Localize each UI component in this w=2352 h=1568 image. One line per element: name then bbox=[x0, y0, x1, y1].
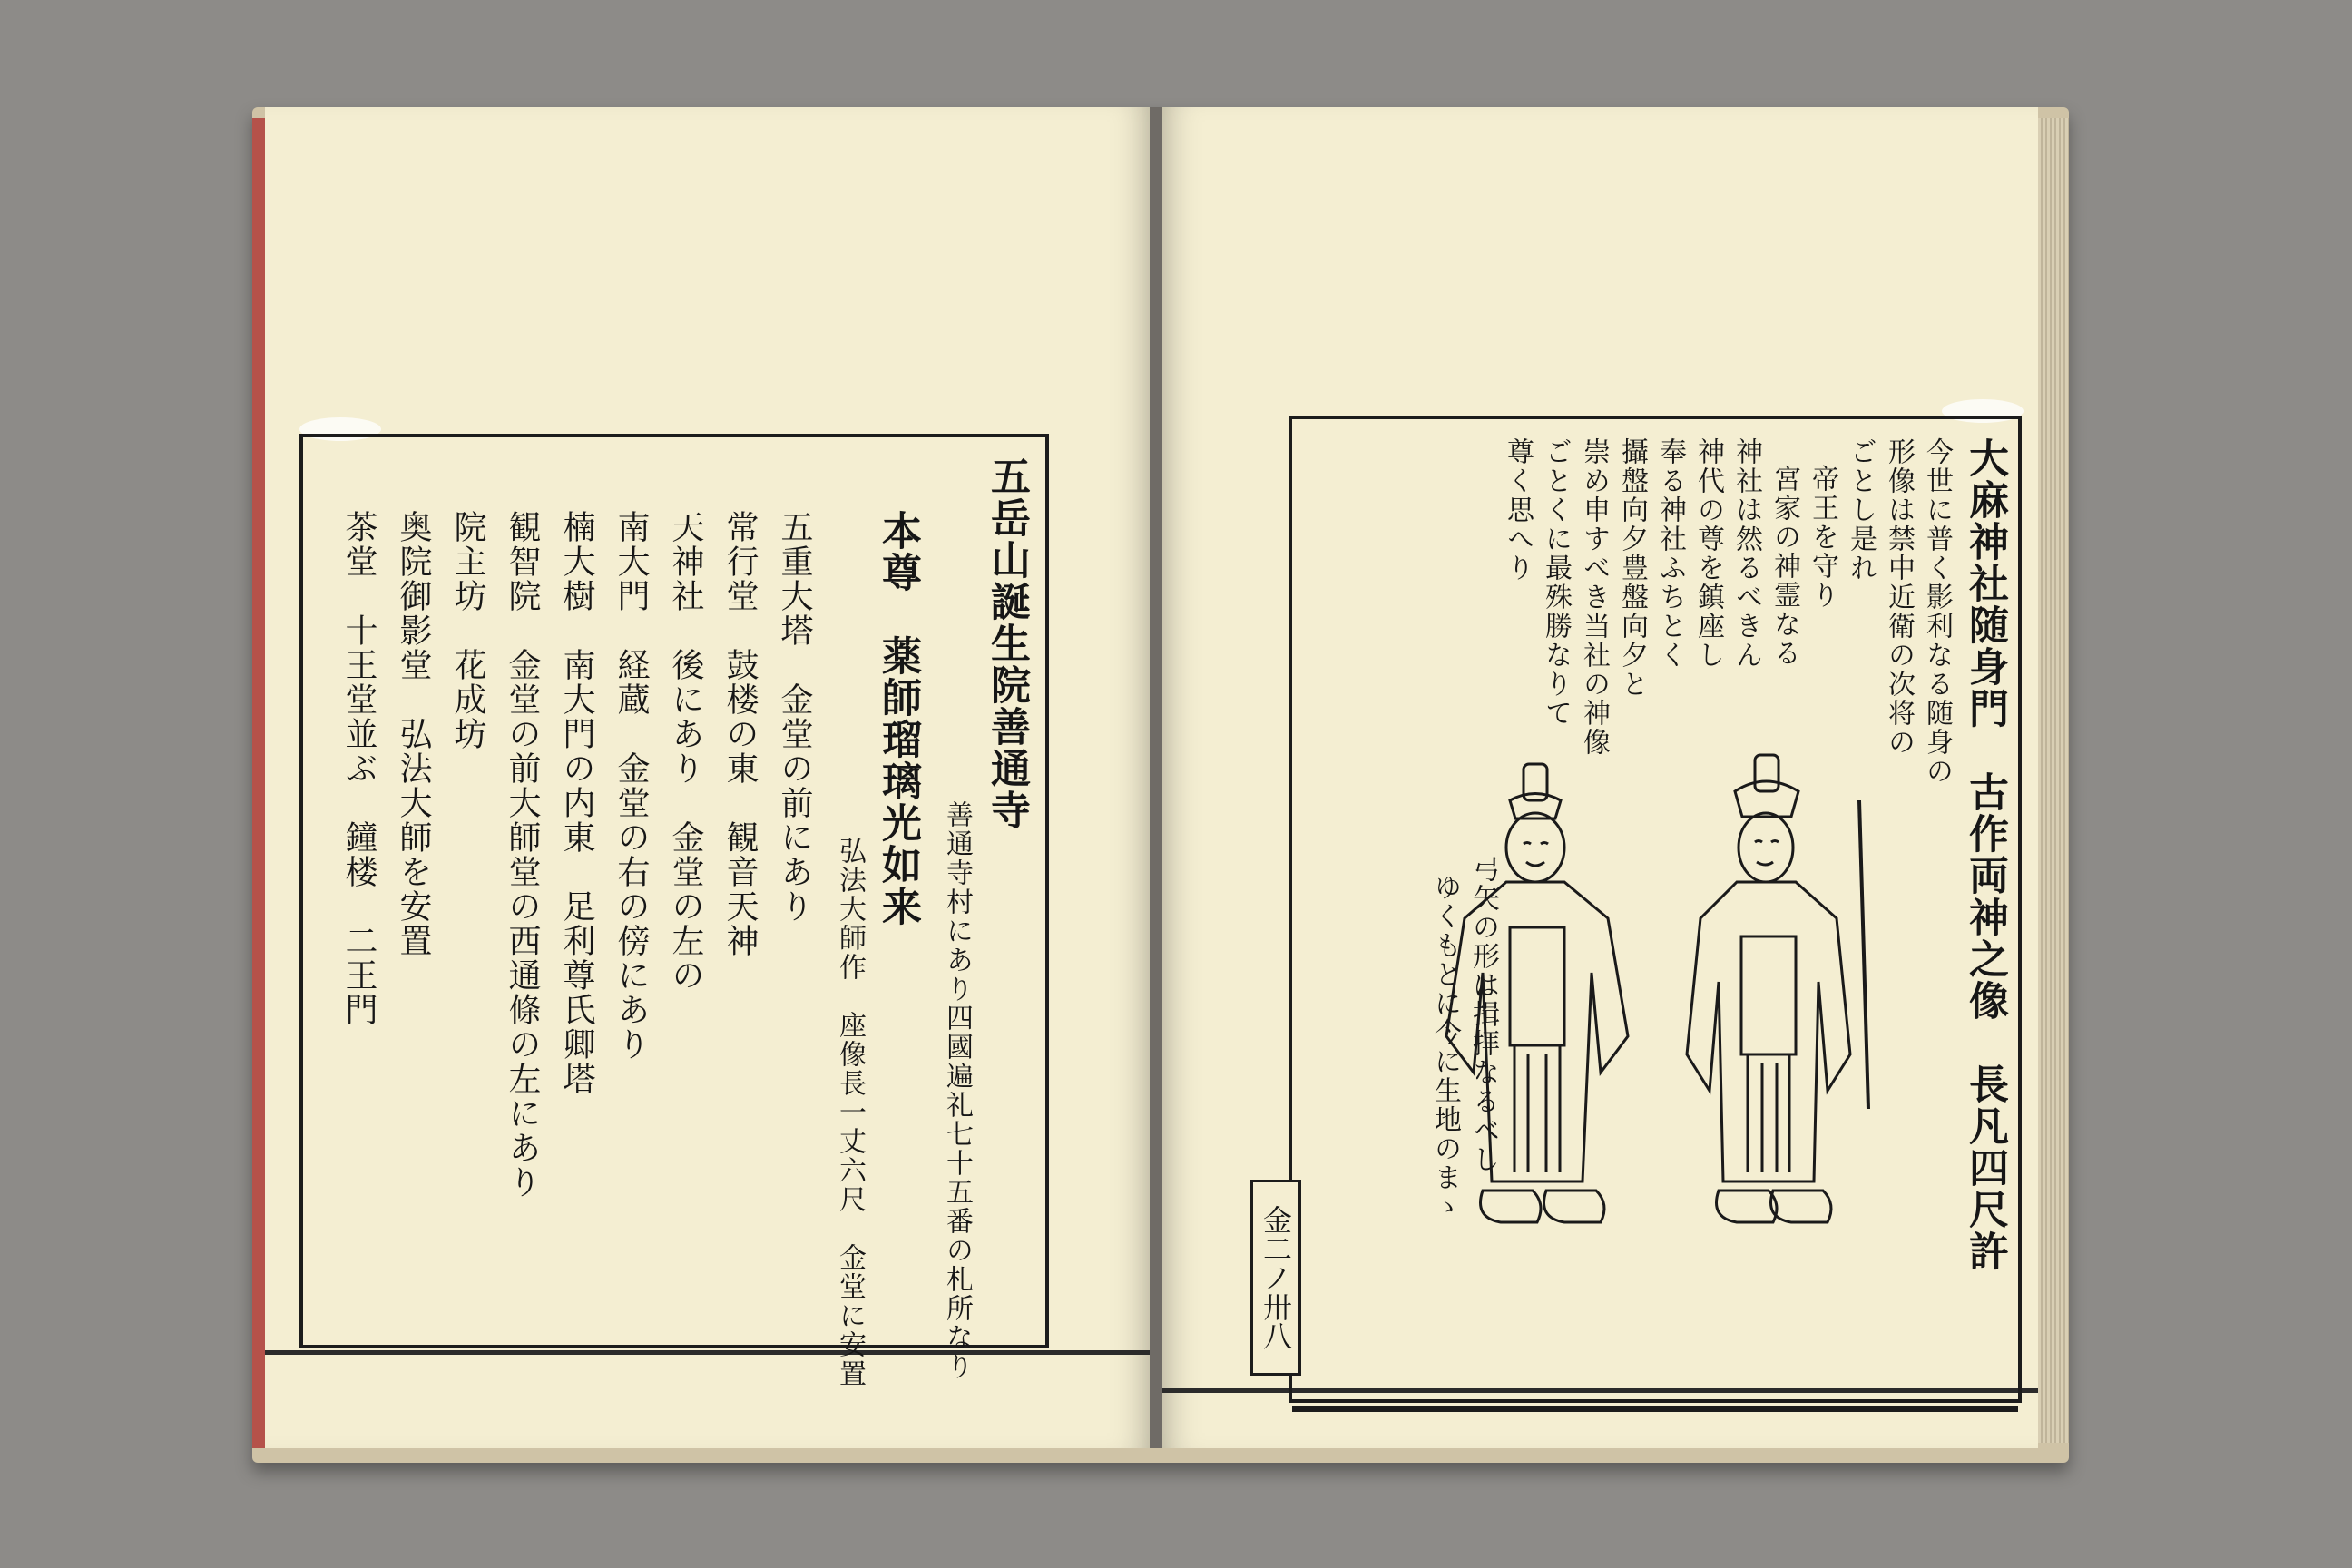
text-column: 観智院 金堂の前大師堂の西通條の左にあり bbox=[504, 510, 541, 1200]
caption-column: ゆくもとに今に生地のまゝ bbox=[1429, 873, 1461, 1221]
text-column: 楠大樹 南大門の内東 足利尊氏卿塔 bbox=[558, 510, 595, 1096]
right-illustration-frame bbox=[1289, 416, 2022, 1403]
text-column: 尊く思へり bbox=[1502, 437, 1534, 583]
page-folio-number: 金二ノ卅八 bbox=[1250, 1180, 1301, 1376]
text-column: 本尊 薬師瑠璃光如来 bbox=[875, 510, 921, 927]
text-column: 神社は然るべきん bbox=[1730, 437, 1762, 670]
text-column: 善通寺村にあり四國遍礼七十五番の札所なり bbox=[941, 800, 973, 1381]
text-column: 宮家の神霊なる bbox=[1769, 465, 1800, 668]
book-red-edge bbox=[252, 118, 265, 1448]
text-column: 今世に普く影利なる随身の bbox=[1921, 437, 1953, 786]
guardian-figures-illustration bbox=[1428, 746, 1900, 1254]
binding-thread-left bbox=[265, 1350, 1150, 1355]
text-column: 南大門 経蔵 金堂の右の傍にあり bbox=[612, 510, 650, 1062]
text-column: 弘法大師作 座像長一丈六尺 金堂に安置 bbox=[834, 837, 866, 1388]
text-column: 茶堂 十王堂並ぶ 鐘楼 二王門 bbox=[340, 510, 377, 1027]
text-column: ごとくに最殊勝なりて bbox=[1540, 437, 1572, 728]
text-column: 天神社 後にあり 金堂の左の bbox=[667, 510, 704, 993]
text-column: 奉る神社ふちとく bbox=[1654, 437, 1686, 670]
text-column: 五重大塔 金堂の前にあり bbox=[776, 510, 813, 924]
left-text-frame bbox=[299, 434, 1049, 1388]
caption-column: 弓矢の形は揖拝なるべし bbox=[1467, 855, 1499, 1174]
illustration-header: 大麻神社随身門 古作両神之像 長凡四尺許 bbox=[1962, 437, 2008, 1272]
text-column: 神代の尊を鎮座し bbox=[1692, 437, 1724, 670]
text-column: 常行堂 鼓楼の東 観音天神 bbox=[721, 510, 759, 958]
temple-title: 五岳山誕生院善通寺 bbox=[984, 456, 1030, 831]
text-column: 攝盤向夕豊盤向夕と bbox=[1616, 437, 1648, 699]
text-column: 院主坊 花成坊 bbox=[449, 510, 486, 751]
book-gutter bbox=[1150, 107, 1162, 1448]
text-column: 形像は禁中近衛の次将の bbox=[1883, 437, 1915, 757]
page-stack-edge bbox=[2038, 118, 2069, 1443]
text-column: 奥院御影堂 弘法大師を安置 bbox=[395, 510, 432, 958]
text-column: 帝王を守り bbox=[1807, 465, 1838, 610]
text-column: 崇め申すべき当社の神像 bbox=[1578, 437, 1610, 757]
text-column: ごとし是れ bbox=[1845, 437, 1877, 583]
